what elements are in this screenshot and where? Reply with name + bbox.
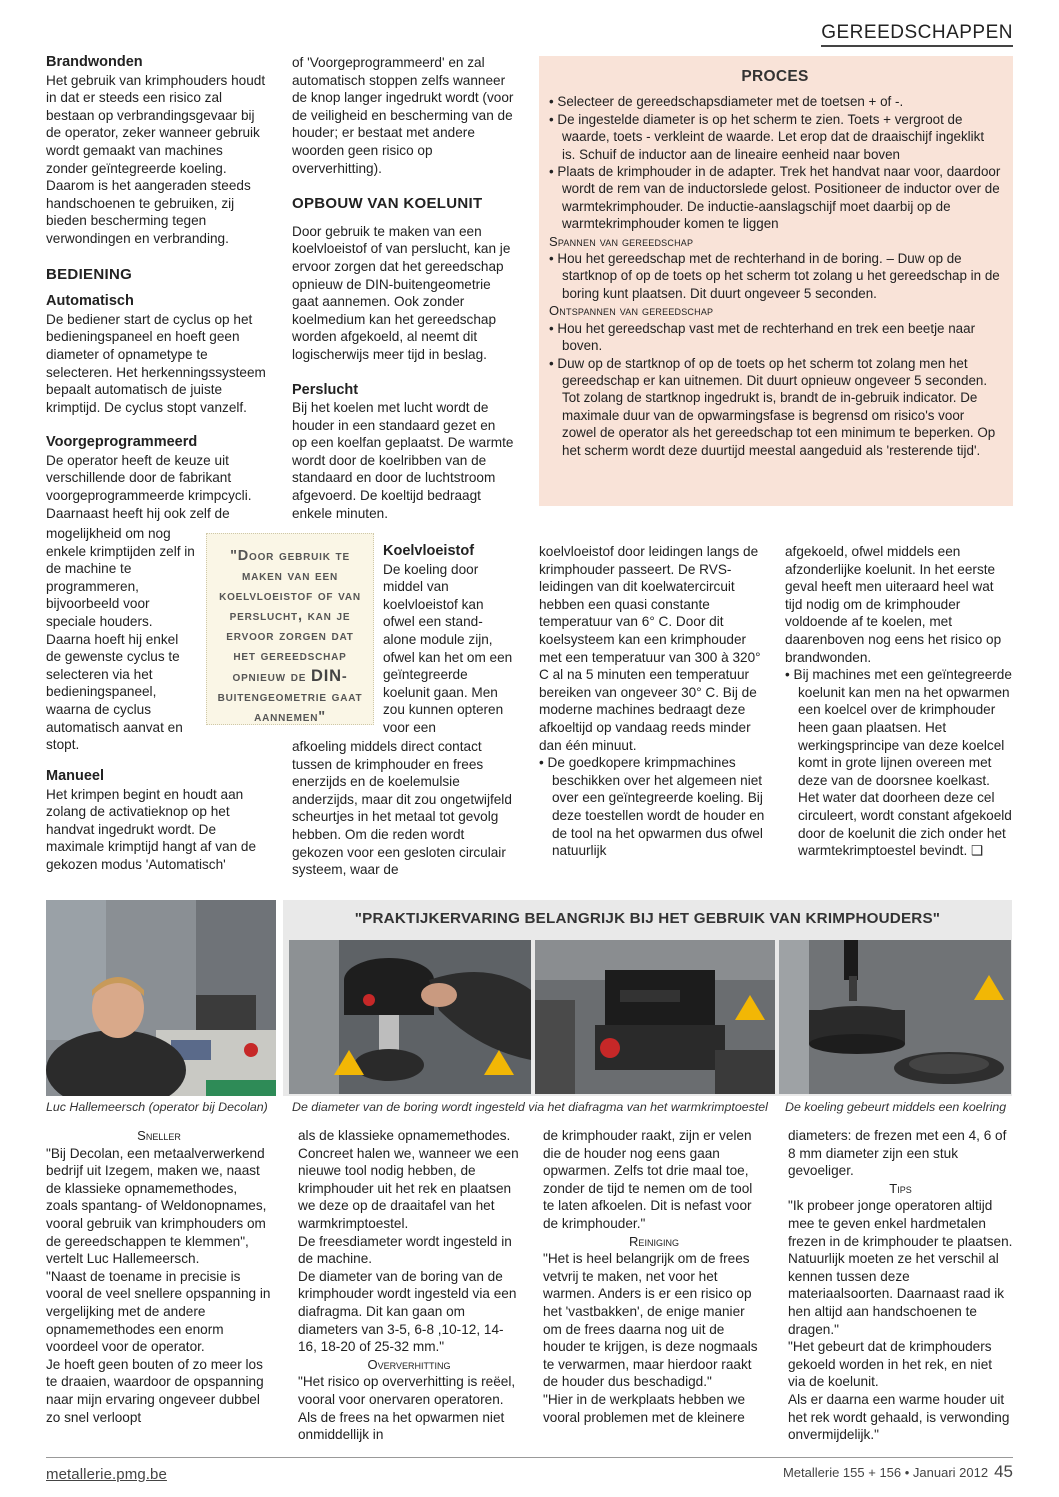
text-koelvloeistof-narrow: De koeling door middel van koelvloeistof kan ofwel een stand-alone module zijn, ofwel kan het om een geïntegreerde koelunit gaan. Men zou kunnen opteren voor een: [383, 561, 513, 735]
subheading-reiniging: Reiniging: [629, 1233, 679, 1249]
photo-strip-title: "PRAKTIJKERVARING BELANGRIJK BIJ HET GEBRUIK VAN KRIMPHOUDERS": [354, 910, 941, 927]
column-1-narrow: [46, 525, 196, 754]
heading-perslucht: Perslucht: [292, 381, 359, 398]
caption-koelring: De koeling gebeurt middels een koelring: [785, 1100, 1007, 1114]
heading-bediening: BEDIENING: [46, 265, 133, 283]
photo-operator: [46, 900, 276, 1096]
text-col3-bullet: • De goedkopere krimpmachines beschikken over het algemeen niet over een geïntegreerde koeling. Bij deze toestellen wordt de houder en de tool na het opwarmen dus ofwel natuurlijk: [539, 755, 765, 859]
subheading-oververhitting: Oververhitting: [367, 1356, 451, 1372]
proces-subheading-ontspannen: Ontspannen van gereedschap: [549, 303, 714, 319]
column-1-bottom: [46, 768, 268, 874]
heading-automatisch: Automatisch: [46, 293, 134, 310]
text-col4-bullet-body: • Bij machines met een geïntegreerde koelunit kan men na het opwarmen een koelcel over de krimphouder heen gaan plaatsen. Het werkingsprincipe van deze koelcel komt in grote lijnen overeen met deze van de doorsnee koelkast. Het water dat doorheen deze cel circuleert, wordt constant afgekoeld door de koelunit die zich onder het warmtekrimptoestel bevindt.: [785, 667, 1012, 859]
proces-bullet-5: • Hou het gereedschap vast met de rechterhand en trek een beetje naar boven.: [549, 320, 976, 354]
text-col2-top: of 'Voorgeprogrammeerd' en zal automatisch stoppen zelfs wanneer de knop langer ingedrukt wordt (voor de veiligheid en bescherming van de houder; er bestaat met andere woorden geen risico op oververhitting).: [292, 55, 514, 176]
pull-quote-din: DIN: [311, 667, 342, 685]
heading-voorgeprogrammeerd: Voorgeprogrammeerd: [46, 434, 198, 451]
footer-issue: [783, 1462, 1013, 1482]
photo-diafragma-2: [535, 940, 775, 1094]
interview-text-2b: De freesdiameter wordt ingesteld in de machine.: [298, 1233, 512, 1267]
text-col4-bullet: [785, 666, 1013, 860]
column-2-narrow: [383, 543, 515, 737]
column-4: [785, 543, 1013, 860]
interview-text-4d: Als er daarna een warme houder uit het rek wordt gehaald, is verwonding onvermijdelijk.": [788, 1391, 1010, 1443]
text-perslucht: Bij het koelen met lucht wordt de houder in een standaard gezet en op een koelfan geplaatst. De warmte wordt door de koelribben van de standaard en door de luchtstroom afgevoerd. De koeltijd bedraagt enkele minuten.: [292, 400, 514, 521]
interview-column-4: [788, 1127, 1013, 1444]
photo-diafragma-1: [289, 940, 531, 1094]
proces-bullet-1: • Selecteer de gereedschapsdiameter met de toetsen + of -.: [549, 94, 904, 110]
interview-text-1b: "Naast de toename in precisie is vooral de veel snellere opspanning in vergelijking met de andere opnamemethodes een enorm voordeel voor de operator.: [46, 1268, 271, 1355]
heading-opbouw-koelunit: OPBOUW VAN KOELUNIT: [292, 195, 483, 213]
caption-diafragma: De diameter van de boring wordt ingesteld via het diafragma van het warmkrimptoestel: [292, 1100, 768, 1114]
subheading-sneller: Sneller: [137, 1128, 181, 1143]
interview-text-4c: "Het gebeurt dat de krimphouders gekoeld worden in het rek, en niet via de koelunit.: [788, 1339, 993, 1390]
interview-text-3: de krimphouder raakt, zijn er velen die de houder nog eens gaan opwarmen. Zelfs tot drie maal toe, zonder de tijd te nemen om de tool te laten afkoelen. Dit is nefast voor de krimphouder.": [543, 1128, 753, 1231]
pull-quote-text-1: "Door gebruik te maken van een koelvloeistof of van perslucht, kan je ervoor zorgen dat het gereedschap opnieuw de: [219, 548, 361, 685]
proces-bullet-2: • De ingestelde diameter is op het scherm te zien. Toets + vergroot de waarde, toets - verkleint de waarde. Let erop dat de draaischijf ingeklikt is. Schuif de inductor aan de lineaire eenheid naar boven: [549, 111, 985, 162]
proces-box: [539, 56, 1013, 506]
interview-text-1c: Je hoeft geen bouten of zo meer los te draaien, waardoor de opspanning naar mijn ervaring ongeveer dubbel zo snel verloopt: [46, 1356, 264, 1425]
interview-column-3: [543, 1127, 765, 1426]
page-number: 45: [994, 1462, 1013, 1481]
interview-text-3b: "Het is heel belangrijk om de frees vetvrij te maken, net voor het warmen. Anders is er een risico op het 'vastbakken', de enige manier om de frees daarna nog uit de houder te krijgen, is deze nogmaals te verwarmen, maar hierdoor raakt de houder dus beschadigd.": [543, 1251, 758, 1390]
proces-subheading-spannen: Spannen van gereedschap: [549, 233, 694, 249]
text-automatisch: De bediener start de cyclus op het bedieningspaneel en hoeft geen diameter of opnametype te selecteren. Het herkenningssysteem bepaalt automatisch de juiste krimptijd. De cyclus stopt vanzelf.: [46, 311, 266, 415]
column-3: [539, 543, 765, 860]
column-1: [46, 54, 268, 522]
interview-column-1: [46, 1127, 272, 1426]
pull-quote-text-2: -buitengeometrie gaat aannemen": [217, 669, 363, 725]
proces-bullet-4: • Hou het gereedschap met de rechterhand in de boring. – Duw op de startknop of op de toets op het scherm tot zolang u het gereedschap in de boring kunt plaatsen. Dit duurt ongeveer 5 seconden.: [549, 251, 1000, 301]
photo-diafragma-1-image: [289, 940, 531, 1094]
footer-divider: [46, 1457, 1013, 1458]
photo-koelring: [779, 940, 1011, 1094]
text-col4: afgekoeld, ofwel middels een afzonderlijke koelunit. In het eerste geval heeft men uiteraard heel wat tijd nodig om de krimphouder voldoende af te koelen, met daarenboven nog eens het risico op brandwonden.: [785, 544, 1002, 665]
text-voorgeprogrammeerd-b: mogelijkheid om nog enkele krimptijden zelf in de machine te programmeren, bijvoorbeeld voor speciale houders. Daarna hoeft hij enkel de gewenste cyclus te selecteren via het bedieningspaneel, waarna de cyclus automatisch aanvat en stopt.: [46, 526, 195, 753]
interview-text-3c: "Hier in de werkplaats hebben we vooral problemen met de kleinere: [543, 1391, 746, 1425]
pull-quote: [206, 533, 374, 725]
text-brandwonden: Het gebruik van krimphouders houdt in dat er steeds een risico zal bestaan op verbrandingsgevaar bij de operator, zeker wanneer gebruik wordt gemaakt van machines zonder geïntegreerde koeling. Daarom is het aangeraden steeds handschoenen te gebruiken, zij bieden bescherming tegen verwondingen en verbranding.: [46, 72, 266, 246]
proces-bullet-3: • Plaats de krimphouder in de adapter. Trek het handvat naar voor, daardoor wordt de rem van de inductorslede gelost. Positioneer de inductor over de warmtekrimphouder. De inductie-aanslagschijf moet daarbij op de warmtekrimphouder komen te liggen: [549, 164, 1001, 232]
section-tag: GEREEDSCHAPPEN: [821, 22, 1013, 47]
caption-operator: Luc Hallemeersch (operator bij Decolan): [46, 1100, 268, 1114]
subheading-tips: Tips: [889, 1180, 912, 1196]
text-koelvloeistof-wide: afkoeling middels direct contact tussen de krimphouder en frees enerzijds en de koelemulsie anderzijds, maar dit zou ongetwijfeld scheurtjes in het metaal tot gevolg hebben. Om die reden wordt gekozen voor een gesloten circulair systeem, waar de: [292, 739, 512, 878]
photo-diafragma-2-image: [535, 940, 775, 1094]
proces-title: PROCES: [741, 68, 809, 85]
column-2: [292, 54, 514, 522]
interview-text-4: diameters: de frezen met een 4, 6 of 8 mm diameter zijn een stuk gevoeliger.: [788, 1128, 1007, 1179]
interview-text-4b: "Ik probeer jonge operatoren altijd mee te geven enkel hardmetalen frezen in de krimphouder te plaatsen. Natuurlijk moeten ze het verschil al kennen tussen deze materiaalsoorten. Daarnaast raad ik hen altijd aan handschoenen te dragen.": [788, 1198, 1013, 1337]
text-manueel: Het krimpen begint en houdt aan zolang de activatieknop op het handvat ingedrukt wordt. De maximale krimptijd hangt af van de gekozen modus 'Automatisch': [46, 786, 257, 872]
text-voorgeprogrammeerd-a: De operator heeft de keuze uit verschillende door de fabrikant voorgeprogrammeerde krimpcycli. Daarnaast heeft hij ook zelf de: [46, 452, 252, 521]
heading-koelvloeistof: Koelvloeistof: [383, 543, 475, 559]
footer-url[interactable]: metallerie.pmg.be: [46, 1466, 167, 1483]
photo-koelring-image: [779, 940, 1011, 1094]
proces-bullet-6: • Duw op de startknop of op de toets op het scherm tot zolang men het gereedschap er kan uitnemen. Dit duurt opnieuw ongeveer 5 seconden. Tot zolang de startknop ingedrukt is, brandt de in-gebruik indicator. De maximale duur van de opwarmingsfase is begrensd om risico's voor zowel de operator als het gereedschap tot een minimum te beperken. Op het scherm wordt deze duurtijd meestal aangeduid als 'resterende tijd'.: [549, 355, 996, 458]
heading-brandwonden: Brandwonden: [46, 54, 143, 70]
interview-text-2c: De diameter van de boring van de krimphouder wordt ingesteld via een diafragma. Dit kan gaan om diameters van 3-5, 6-8 ,10-12, 14-16, 18-20 of 25-32 mm.": [298, 1268, 517, 1355]
text-opbouw-koelunit: Door gebruik te maken van een koelvloeistof of van perslucht, kan je ervoor zorgen dat het gereedschap opnieuw de DIN-buitengeometrie gaat aannemen. Ook zonder koelmedium kan het gereedschap worden afgekoeld, al neemt dit logischerwijs meer tijd in beslag.: [292, 223, 511, 362]
end-mark-icon: ❑: [971, 843, 984, 859]
text-col3: koelvloeistof door leidingen langs de krimphouder passeert. De RVS-leidingen van dit koelwatercircuit hebben een quasi constante temperatuur van 6° C. Door dit koelsysteem kan een krimphouder met een temperatuur van 300 à 320° C al na 5 minuten een temperatuur bereiken van ongeveer 30° C. Bij de moderne machines bedraagt deze afkoeltijd op vandaag reeds minder dan één minuut.: [539, 544, 761, 753]
column-2-wide: [292, 738, 516, 879]
heading-manueel: Manueel: [46, 768, 105, 784]
interview-text-2d: "Het risico op oververhitting is reëel, vooral voor onervaren operatoren. Als de frees na het opwarmen niet onmiddellijk in: [298, 1374, 516, 1443]
footer-issue-text: Metallerie 155 + 156 • Januari 2012: [782, 1465, 989, 1480]
interview-text-1: "Bij Decolan, een metaalverwerkend bedrijf uit Izegem, maken we, naast de klassieke opnamemethodes, zoals spantang- of Weldonopnames, vooral gebruik van krimphouders om de gereedschappen te klemmen", vertelt Luc Hallemeersch.: [46, 1145, 267, 1267]
interview-column-2: [298, 1127, 520, 1444]
interview-text-2: als de klassieke opnamemethodes. Concreet halen we, wanneer we een nieuwe tool nodig hebben, de krimphouder uit het rek en plaatsen we deze op de draaitafel van het warmkrimptoestel.: [298, 1128, 519, 1231]
photo-operator-image: [46, 900, 276, 1096]
